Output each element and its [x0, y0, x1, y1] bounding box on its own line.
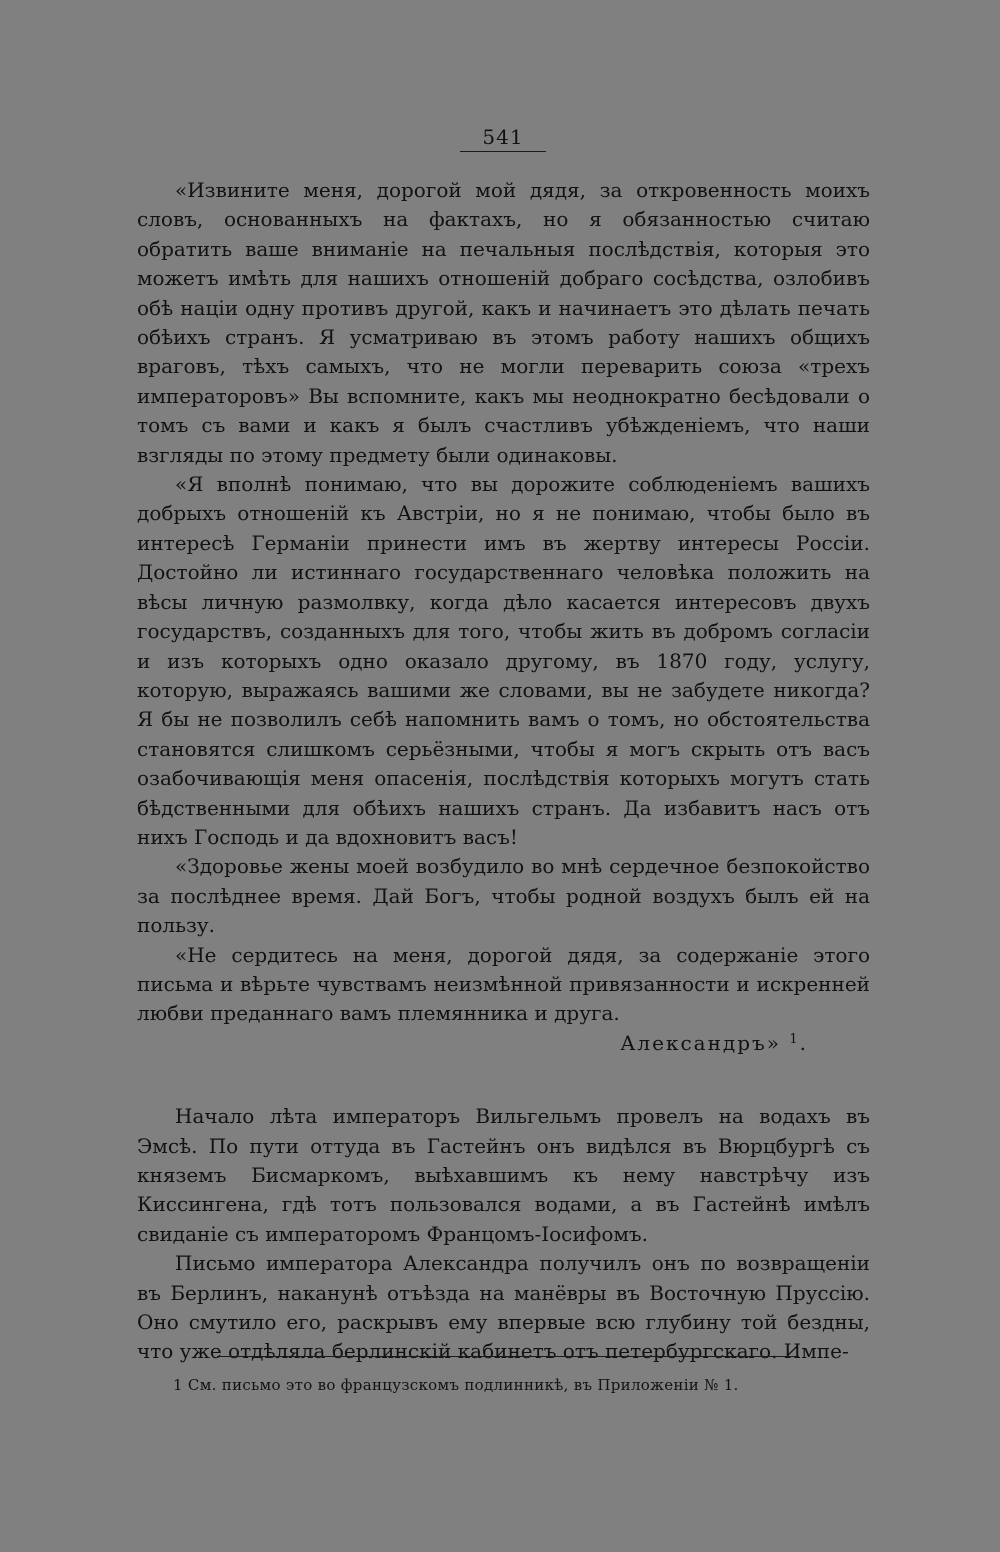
section-spacer [137, 1058, 870, 1102]
letter-paragraph-2: «Я вполнѣ понимаю, что вы дорожите соблюденіемъ вашихъ добрыхъ отношеній къ Австріи, но я не понимаю, чтобы было въ интересѣ Германіи принести имъ въ жертву интересы Россіи. Достойно ли истиннаго государственнаго человѣка положить на вѣсы личную размолвку, когда дѣло касается интересовъ двухъ государствъ, созданныхъ для того, чтобы жить въ добромъ согласіи и изъ которыхъ одно оказало другому, въ 1870 году, услугу, которую, выражаясь вашими же словами, вы не забудете никогда? Я бы не позволилъ себѣ напомнить вамъ о томъ, но обстоятельства становятся слишкомъ серьёзными, чтобы я могъ скрыть отъ васъ озабочивающія меня опасенія, послѣдствія которыхъ могутъ стать бѣдственными для обѣихъ нашихъ странъ. Да избавитъ насъ отъ нихъ Господь и да вдохновитъ васъ! [137, 472, 870, 849]
footnote-separator [217, 1356, 799, 1357]
narrative-paragraph-2: Письмо императора Александра получилъ онъ по возвращеніи въ Берлинъ, наканунѣ отъѣзда на манёвры въ Восточную Пруссію. Оно смутило его, раскрывъ ему впервые всю глубину той бездны, что уже отдѣляла берлинскій кабинетъ отъ петербургскаго. Импе- [137, 1251, 870, 1364]
letter-paragraph-1: «Извините меня, дорогой мой дядя, за откровенность моихъ словъ, основанныхъ на фактахъ, но я обязанностью считаю обратить ваше вниманіе на печальныя послѣдствія, которыя это можетъ имѣть для нашихъ отношеній добраго сосѣдства, озлобивъ обѣ націи одну противъ другой, какъ и начинаетъ это дѣлать печать обѣихъ странъ. Я усматриваю въ этомъ работу нашихъ общихъ враговъ, тѣхъ самыхъ, что не могли переварить союза «трехъ императоровъ» Вы вспомните, какъ мы неоднократно бесѣдовали о томъ съ вами и какъ я былъ счастливъ убѣжденіемъ, что наши взгляды по этому предмету были одинаковы. [137, 178, 870, 467]
letter-paragraph-4: «Не сердитесь на меня, дорогой дядя, за содержаніе этого письма и вѣрьте чувствамъ неизмѣнной привязанности и искренней любви преданнаго вамъ племянника и друга. [137, 942, 870, 1026]
footnote: 1 См. письмо это во французскомъ подлинникѣ, въ Приложеніи № 1. [173, 1376, 739, 1394]
signature-name: Александръ» [620, 1030, 781, 1055]
footnote-reference: 1 [789, 1031, 800, 1047]
signature-period: . [799, 1030, 808, 1055]
page-number-underline [460, 151, 546, 152]
letter-paragraph-3: «Здоровье жены моей возбудило во мнѣ сердечное безпокойство за послѣднее время. Дай Богъ, чтобы родной воздухъ былъ ей на пользу. [137, 854, 870, 938]
page-number: 541 [482, 125, 524, 149]
narrative-paragraph-1: Начало лѣта императоръ Вильгельмъ провелъ на водахъ въ Эмсѣ. По пути оттуда въ Гастейнъ онъ видѣлся въ Вюрцбургѣ съ княземъ Бисмаркомъ, выѣхавшимъ къ нему навстрѣчу изъ Киссингена, гдѣ тотъ пользовался водами, а въ Гастейнѣ имѣлъ свиданіе съ императоромъ Францомъ-Іосифомъ. [137, 1104, 870, 1246]
body-text [137, 176, 870, 1367]
letter-signature [137, 1029, 870, 1058]
